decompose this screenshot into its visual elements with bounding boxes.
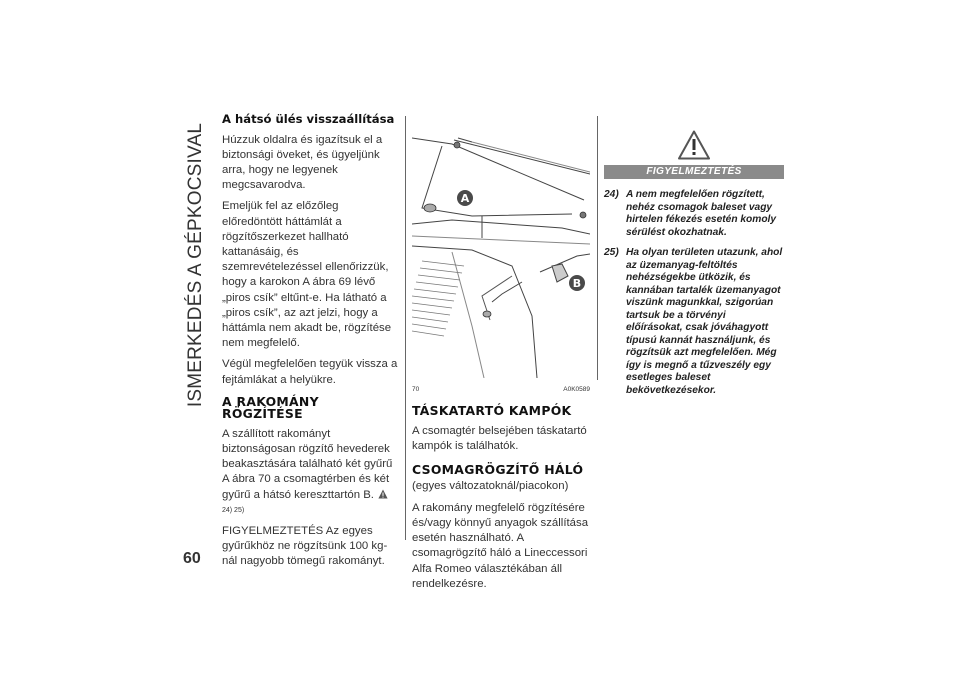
warning-triangle-icon: [378, 489, 388, 499]
column-divider-2: [597, 116, 598, 380]
page-number: 60: [183, 550, 201, 567]
paragraph-cargo-net: A rakomány megfelelő rögzítésére és/vagy könnyű anyagok szállítása esetén használható. A csomagrögzítő háló a Lineccessori Alfa Romeo választékában áll rendelkezésre.: [412, 501, 589, 590]
figure-label-a: A: [460, 192, 470, 205]
paragraph-backrest: Emeljük fel az előzőleg előredöntött háttámlát a rögzítőszerkezet hallható kattanásáig, és szemrevételezéssel ellenőrizzük, hogy a karokon A ábra 69 lévő „piros csík” eltűnt-e. Ha látható a „piros csík”, az azt jelzi, hogy a háttámla nem akadt be, rögzítése nem megfelelő.: [222, 200, 392, 350]
paragraph-rings-text: A szállított rakományt biztonságosan rögzítő hevederek beakasztására található két gyűrű A ábra 70 a csomagtérben és két gyűrű a hátsó kereszttartón B.: [222, 427, 393, 501]
side-section-title: [183, 100, 209, 430]
warning-item: [604, 189, 784, 239]
paragraph-load-warning: FIGYELMEZTETÉS Az egyes gyűrűkhöz ne rögzítsünk 100 kg-nál nagyobb tömegű rakományt.: [222, 524, 388, 568]
figure-trunk-rings: [412, 116, 590, 378]
column-2: [412, 116, 590, 598]
heading-cargo-securing: A RAKOMÁNY RÖGZÍTÉSE: [222, 393, 319, 422]
warning-icon: [678, 130, 710, 160]
heading-rear-seat-restore: A hátsó ülés visszaállítása: [222, 112, 395, 126]
heading-bag-hooks: TÁSKATARTÓ KAMPÓK: [412, 403, 572, 419]
heading-cargo-net: CSOMAGRÖGZÍTŐ HÁLÓ: [412, 462, 584, 478]
paragraph-rings: [222, 427, 400, 518]
figure-label-b: B: [572, 277, 582, 290]
warning-item-text: A nem megfelelően rögzített, nehéz csomagok baleset vagy hirtelen fékezés esetén komoly sérülést okozhatnak.: [626, 189, 777, 238]
figure-footer: [412, 382, 590, 397]
paragraph-seatbelts: Húzzuk oldalra és igazítsuk el a biztonsági öveket, és ügyeljünk arra, hogy ne legyenek megcsavarodva.: [222, 133, 383, 192]
trunk-illustration: [412, 116, 590, 378]
warning-title: FIGYELMEZTETÉS: [604, 165, 784, 179]
column-3: [604, 116, 784, 405]
column-1: [222, 113, 400, 576]
cargo-net-subtitle: (egyes változatoknál/piacokon): [412, 479, 569, 492]
paragraph-headrests: Végül megfelelően tegyük vissza a fejtámlákat a helyükre.: [222, 358, 398, 386]
side-section-title-text: ISMERKEDÉS A GÉPKOCSIVAL: [185, 122, 206, 408]
column-divider-1: [405, 116, 406, 540]
figure-number: 70: [412, 386, 420, 393]
warning-item-text: Ha olyan területen utazunk, ahol az üzemanyag-feltöltés nehézségekbe ütközik, és kannában tartalék üzemanyagot viszünk magunkkal, szigorúan tartsuk be a törvényi előírásokat, csak jóváhagyott típusú kannát használjunk, és rögzítsük azt megfelelően. Még így is megnő a tűzveszély egy esetleges baleset bekövetkezésekor.: [626, 247, 783, 396]
warning-item-number: 24): [604, 189, 619, 200]
figure-code: A0K0589: [563, 386, 590, 393]
paragraph-bag-hooks: A csomagtér belsejében táskatartó kampók is találhatók.: [412, 424, 587, 452]
warning-refs: 24) 25): [222, 506, 245, 514]
warning-item-number: 25): [604, 247, 619, 258]
warning-box: [604, 130, 784, 397]
warning-item: [604, 247, 784, 397]
